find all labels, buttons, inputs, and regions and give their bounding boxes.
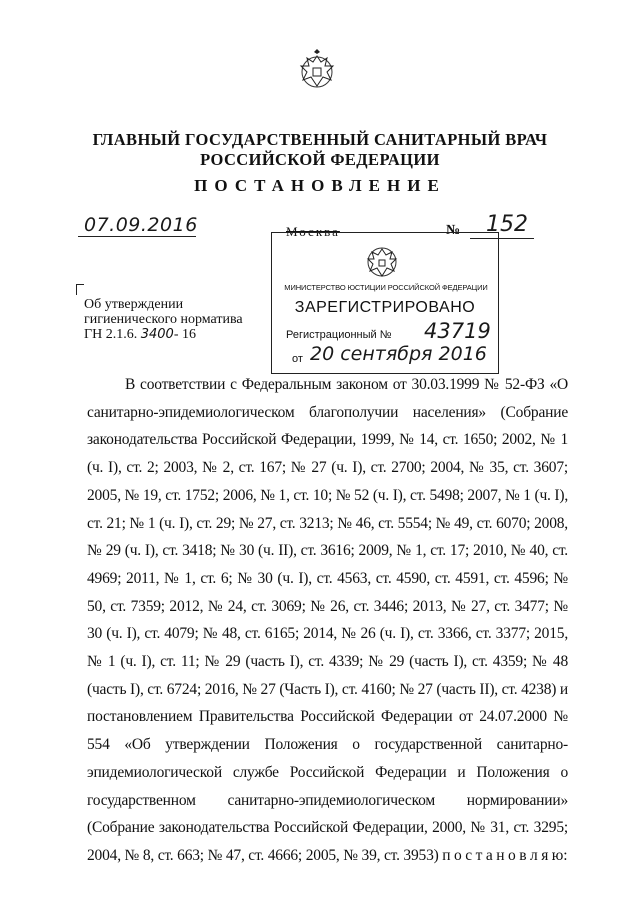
document-subject	[84, 297, 243, 342]
stamp-from-label: от	[292, 353, 303, 365]
eagle-emblem-icon	[362, 241, 402, 281]
document-city: Москва	[286, 224, 340, 239]
subject-code-handwritten: 3400	[140, 327, 174, 342]
document-title: ПОСТАНОВЛЕНИЕ	[194, 176, 446, 195]
document-date: 07.09.2016	[84, 214, 198, 236]
stamp-from-date: 20 сентября 2016	[310, 343, 487, 365]
subject-line	[84, 327, 243, 342]
number-sign: №	[446, 223, 461, 238]
subject-bracket	[76, 284, 84, 295]
issuer-country: РОССИЙСКОЙ ФЕДЕРАЦИИ	[200, 150, 440, 169]
subject-code-suffix: - 16	[173, 327, 196, 342]
stamp-reg-label: Регистрационный №	[286, 329, 392, 341]
stamp-ministry: МИНИСТЕРСТВО ЮСТИЦИИ РОССИЙСКОЙ ФЕДЕРАЦИИ	[284, 283, 488, 292]
body-text	[87, 371, 568, 870]
subject-line: Об утверждении	[84, 297, 184, 312]
body-paragraph: В соответствии с Федеральным законом от 30.03.1999 № 52-ФЗ «О санитарно-эпидемиологическом благополучии населения» (Собрание законодательства Российской Федерации, 1999, № 14, ст. 1650; 2002, № 1 (ч. I), ст. 2; 2003, № 2, ст. 167; № 27 (ч. I), ст. 2700; 2004, № 35, ст. 3607; 2005, № 19, ст. 1752; 2006, № 1, ст. 10; № 52 (ч. I), ст. 5498; 2007, № 1 (ч. I), ст. 21; № 1 (ч. I), ст. 29; № 27, ст. 3213; № 46, ст. 5554; № 49, ст. 6070; 2008, № 29 (ч. I), ст. 3418; № 30 (ч. II), ст. 3616; 2009, № 1, ст. 17; 2010, № 40, ст. 4969; 2011, № 1, ст. 6; № 30 (ч. I), ст. 4563, ст. 4590, ст. 4591, ст. 4596; № 50, ст. 7359; 2012, № 24, ст. 3069; № 26, ст. 3446; 2013, № 27, ст. 3477; № 30 (ч. I), ст. 4079; № 48, ст. 6165; 2014, № 26 (ч. I), ст. 3366, ст. 3377; 2015, № 1 (ч. I), ст. 11; № 29 (часть I), ст. 4339; № 29 (часть I), ст. 4359; № 48 (часть I), ст. 6724; 2016, № 27 (Часть I), ст. 4160; № 27 (часть II), ст. 4238) и постановлением Правительства Российской Федерации от 24.07.2000 № 554 «Об утверждении Положения о государственной санитарно-эпидемиологической службе Российской Федерации и Положения о государственном санитарно-эпидемиологическом нормировании» (Собрание законодательства Российской Федерации, 2000, № 31, ст. 3295; 2004, № 8, ст. 663; № 47, ст. 4666; 2005, № 39, ст. 3953) п о с т а н о в л я ю:	[87, 376, 568, 864]
stamp-reg-number: 43719	[424, 319, 491, 343]
subject-code-prefix: ГН 2.1.6.	[84, 327, 138, 342]
registration-stamp	[271, 232, 499, 374]
document-number: 152	[486, 212, 528, 237]
stamp-registered: ЗАРЕГИСТРИРОВАНО	[294, 299, 476, 316]
issuer-title: ГЛАВНЫЙ ГОСУДАРСТВЕННЫЙ САНИТАРНЫЙ ВРАЧ	[92, 130, 548, 149]
coat-of-arms-icon	[294, 46, 340, 92]
subject-line: гигиенического норматива	[84, 312, 243, 327]
date-underline	[78, 236, 196, 237]
